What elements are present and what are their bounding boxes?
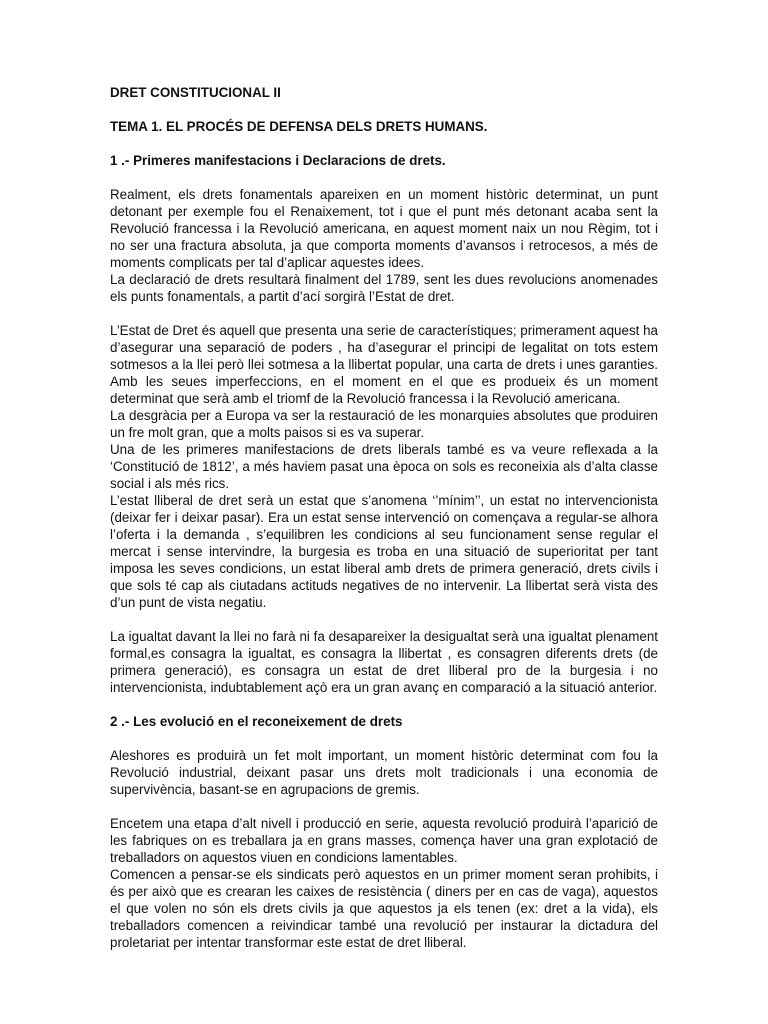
document-title: DRET CONSTITUCIONAL II (110, 85, 281, 100)
paragraph: L’Estat de Dret és aquell que presenta una serie de característiques; primerament aquest ha d’asegurar una separació de poders , ha d’asegurar el principi de legalitat on tots estem sotmesos a la llei però llei sotmesa a la llibertat popular, una carta de drets i unes garanties. Amb les seues imperfeccions, en el moment en el que es produeix és un moment determinat que serà amb el triomf de la Revolució francessa i la Revolució americana. (110, 323, 658, 406)
paragraph: Comencen a pensar-se els sindicats però aquestos en un primer moment seran prohibits, i és per això que es crearan les caixes de resistència ( diners per en cas de vaga), aquestos el que volen no són els drets civils ja que aquestos ja els tenen (ex: dret a la vida), els treballadors comencen a reivindicar també una revolució per instaurar la dictadura del proletariat per intentar transformar este estat de dret lliberal. (110, 867, 658, 950)
paragraph: Encetem una etapa d’alt nivell i producció en serie, aquesta revolució produirà l’aparició de les fabriques on es treballara ja en grans masses, comença haver una gran explotació de treballadors on aquestos viuen en condicions lamentables. (110, 816, 658, 865)
section-1-heading: 1 .- Primeres manifestacions i Declaracions de drets. (110, 153, 446, 168)
paragraph: L’estat lliberal de dret serà un estat que s’anomena ‘’mínim’’, un estat no intervencionista (deixar fer i deixar pasar). Era un estat sense intervenció on començava a regular-se alhora l’oferta i la demanda , s’equilibren les condicions al seu funcionament sense regular el mercat i sense intervindre, la burgesia es troba en una situació de superioritat per tant imposa les seves condicions, un estat liberal amb drets de primera generació, drets civils i que sols té cap als ciutadans actituds negatives de no intervenir. La llibertat serà vista des d’un punt de vista negatiu. (110, 493, 658, 610)
paragraph: Una de les primeres manifestacions de drets liberals també es va veure reflexada a la ‘Constitució de 1812’, a més haviem pasat una època on sols es reconeixia als d’alta classe social i als més rics. (110, 442, 658, 491)
paragraph: La igualtat davant la llei no farà ni fa desapareixer la desigualtat serà una igualtat plenament formal,es consagra la igualtat, es consagra la llibertat , es consagren diferents drets (de primera generació), es consagra un estat de dret lliberal pro de la burgesia i no intervencionista, indubtablement açò era un gran avanç en comparació a la situació anterior. (110, 629, 658, 695)
theme-heading: TEMA 1. EL PROCÉS DE DEFENSA DELS DRETS HUMANS. (110, 119, 488, 134)
section-2-heading: 2 .- Les evolució en el reconeixement de drets (110, 714, 403, 729)
paragraph: La desgràcia per a Europa va ser la restauració de les monarquies absolutes que produiren un fre molt gran, que a molts paisos si es va superar. (110, 408, 658, 440)
paragraph: La declaració de drets resultarà finalment del 1789, sent les dues revolucions anomenades els punts fonamentals, a partit d’ací sorgirà l’Estat de dret. (110, 272, 658, 304)
paragraph: Aleshores es produirà un fet molt important, un moment històric determinat com fou la Revolució industrial, deixant pasar uns drets molt tradicionals i una economia de supervivència, basant-se en agrupacions de gremis. (110, 748, 658, 797)
paragraph: Realment, els drets fonamentals apareixen en un moment històric determinat, un punt detonant per exemple fou el Renaixement, tot i que el punt més detonant acaba sent la Revolució francessa i la Revolució americana, en aquest moment naix un nou Règim, tot i no ser una fractura absoluta, ja que comporta moments d’avansos i retrocesos, a més de moments complicats per tal d’aplicar aquestes idees. (110, 187, 658, 270)
